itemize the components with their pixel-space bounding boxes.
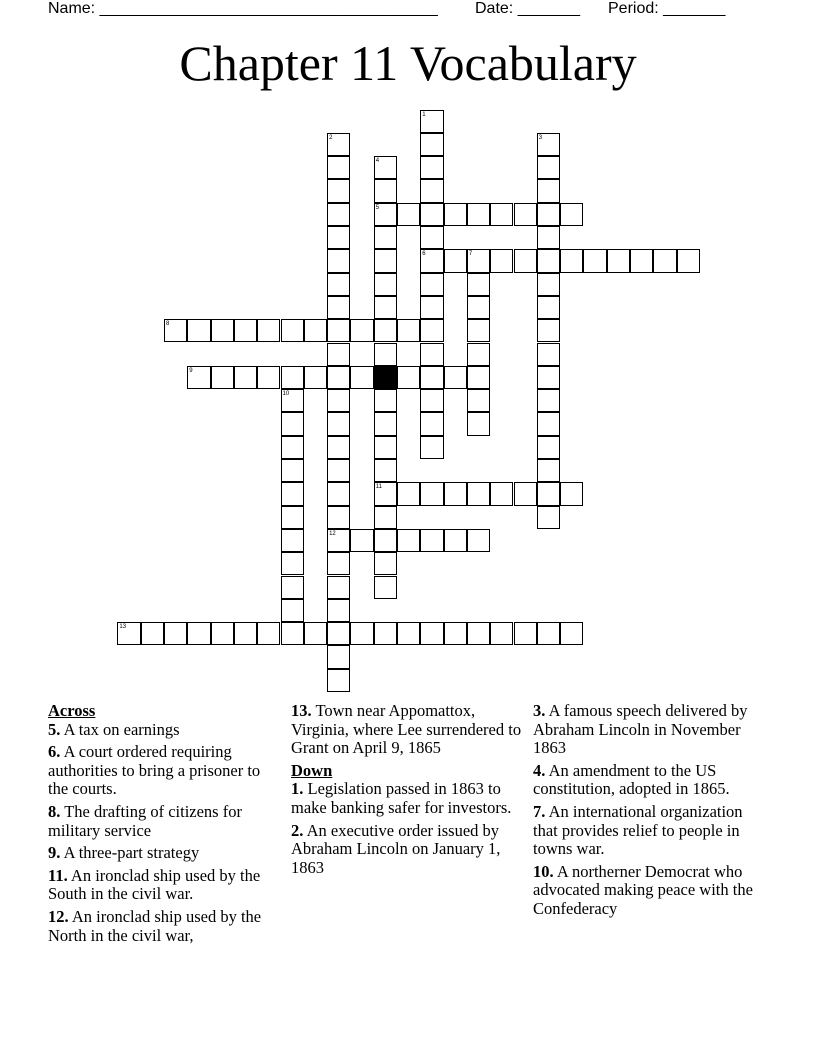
grid-cell[interactable] xyxy=(467,343,490,366)
clue-text: An international organization that provides relief to people in towns war. xyxy=(533,801,743,859)
date-field[interactable]: Date: _______ xyxy=(475,0,580,17)
grid-cell[interactable] xyxy=(467,412,490,435)
grid-cell[interactable] xyxy=(350,529,373,552)
grid-cell[interactable] xyxy=(537,436,560,459)
clue-text: The drafting of citizens for military service xyxy=(48,801,242,840)
grid-cell[interactable] xyxy=(327,343,350,366)
grid-cell[interactable] xyxy=(327,179,350,202)
grid-cell[interactable] xyxy=(211,622,234,645)
grid-cell[interactable] xyxy=(420,482,443,505)
grid-cell[interactable] xyxy=(490,482,513,505)
grid-cell[interactable] xyxy=(444,482,467,505)
grid-cell[interactable] xyxy=(187,622,210,645)
grid-cell[interactable] xyxy=(397,622,420,645)
grid-cell[interactable] xyxy=(537,296,560,319)
grid-cell[interactable] xyxy=(164,622,187,645)
clue-number: 11. xyxy=(48,865,68,885)
grid-cell[interactable] xyxy=(444,249,467,272)
grid-cell[interactable] xyxy=(281,529,304,552)
grid-cell[interactable] xyxy=(537,366,560,389)
clue-number: 6. xyxy=(48,742,61,762)
period-field[interactable]: Period: _______ xyxy=(608,0,726,17)
grid-cell[interactable] xyxy=(141,622,164,645)
grid-cell[interactable] xyxy=(537,226,560,249)
grid-cell[interactable] xyxy=(281,552,304,575)
grid-cell[interactable] xyxy=(281,506,304,529)
grid-cell[interactable] xyxy=(281,412,304,435)
grid-cell[interactable] xyxy=(304,319,327,342)
grid-cell[interactable] xyxy=(560,482,583,505)
grid-cell[interactable] xyxy=(350,366,373,389)
grid-cell[interactable] xyxy=(281,482,304,505)
clue-number-2: 2 xyxy=(329,134,333,141)
grid-cell[interactable] xyxy=(374,273,397,296)
grid-cell[interactable] xyxy=(234,622,257,645)
grid-cell[interactable] xyxy=(490,249,513,272)
clue-text: A court ordered requiring authorities to bring a prisoner to the courts. xyxy=(48,742,261,799)
grid-cell[interactable] xyxy=(630,249,653,272)
clues-column-3 xyxy=(533,702,769,923)
grid-cell[interactable] xyxy=(374,552,397,575)
clue-text: A tax on earnings xyxy=(60,719,180,739)
clue-number: 2. xyxy=(291,820,304,840)
grid-cell[interactable] xyxy=(560,203,583,226)
grid-cell[interactable] xyxy=(281,599,304,622)
grid-cell[interactable] xyxy=(327,366,350,389)
grid-cell[interactable] xyxy=(327,459,350,482)
clue-number-8: 8 xyxy=(166,321,170,328)
clue-number-9: 9 xyxy=(189,367,193,374)
grid-cell[interactable] xyxy=(607,249,630,272)
across-clue-list xyxy=(48,721,284,946)
grid-cell[interactable] xyxy=(467,529,490,552)
grid-cell[interactable] xyxy=(397,203,420,226)
grid-cell[interactable] xyxy=(327,226,350,249)
grid-cell[interactable] xyxy=(537,482,560,505)
grid-cell[interactable] xyxy=(397,482,420,505)
grid-cell[interactable] xyxy=(420,412,443,435)
clue-number: 3. xyxy=(533,701,546,720)
grid-cell[interactable] xyxy=(327,669,350,692)
down-clue xyxy=(533,702,769,758)
down-clue xyxy=(533,803,769,859)
clues-column-2 xyxy=(291,702,527,881)
grid-cell[interactable] xyxy=(467,622,490,645)
grid-cell[interactable] xyxy=(374,319,397,342)
grid-cell[interactable] xyxy=(327,273,350,296)
grid-cell[interactable] xyxy=(514,249,537,272)
grid-cell[interactable] xyxy=(420,529,443,552)
grid-cell[interactable] xyxy=(234,366,257,389)
clue-text: Legislation passed in 1863 to make banking safer for investors. xyxy=(291,779,512,817)
grid-cell[interactable] xyxy=(281,319,304,342)
grid-cell[interactable] xyxy=(374,459,397,482)
black-cell xyxy=(374,366,397,389)
grid-cell[interactable] xyxy=(374,343,397,366)
grid-cell[interactable] xyxy=(420,273,443,296)
grid-cell[interactable] xyxy=(420,179,443,202)
grid-cell[interactable] xyxy=(257,319,280,342)
grid-cell[interactable] xyxy=(374,412,397,435)
grid-cell[interactable] xyxy=(537,412,560,435)
grid-cell[interactable] xyxy=(281,459,304,482)
grid-cell[interactable] xyxy=(537,459,560,482)
grid-cell[interactable] xyxy=(327,156,350,179)
grid-cell[interactable] xyxy=(420,366,443,389)
clue-text: Town near Appomattox, Virginia, where Lee surrendered to Grant on April 9, 1865 xyxy=(291,701,522,758)
across-clue xyxy=(48,908,284,945)
down-clue-list xyxy=(291,780,527,877)
grid-cell[interactable] xyxy=(467,389,490,412)
grid-cell[interactable] xyxy=(420,203,443,226)
grid-cell[interactable] xyxy=(187,319,210,342)
grid-cell[interactable] xyxy=(374,179,397,202)
across-clue xyxy=(291,702,527,758)
clue-number-6: 6 xyxy=(422,251,426,258)
across-clue xyxy=(48,803,284,840)
grid-cell[interactable] xyxy=(327,622,350,645)
grid-cell[interactable] xyxy=(420,226,443,249)
grid-cell[interactable] xyxy=(327,389,350,412)
grid-cell[interactable] xyxy=(514,482,537,505)
grid-cell[interactable] xyxy=(467,273,490,296)
clue-number-7: 7 xyxy=(468,251,473,258)
grid-cell[interactable] xyxy=(537,389,560,412)
grid-cell[interactable] xyxy=(537,319,560,342)
grid-cell[interactable] xyxy=(374,529,397,552)
clue-number-3: 3 xyxy=(538,134,543,141)
grid-cell[interactable] xyxy=(327,552,350,575)
clue-text: An ironclad ship used by the North in the civil war, xyxy=(48,906,262,945)
grid-cell[interactable] xyxy=(257,366,280,389)
grid-cell[interactable] xyxy=(490,203,513,226)
grid-cell[interactable] xyxy=(444,203,467,226)
grid-cell[interactable] xyxy=(583,249,606,272)
down-clue-list-continued xyxy=(533,702,769,919)
clue-number-5: 5 xyxy=(375,204,380,211)
grid-cell[interactable] xyxy=(374,226,397,249)
clue-number: 8. xyxy=(48,801,61,821)
down-clue xyxy=(291,822,527,878)
clues-column-1 xyxy=(48,702,284,949)
grid-cell[interactable] xyxy=(211,319,234,342)
grid-cell[interactable] xyxy=(374,296,397,319)
grid-cell[interactable] xyxy=(537,203,560,226)
grid-cell[interactable] xyxy=(514,622,537,645)
grid-cell[interactable] xyxy=(374,436,397,459)
grid-cell[interactable] xyxy=(537,506,560,529)
clue-text: An amendment to the US constitution, adopted in 1865. xyxy=(533,760,730,799)
grid-cell[interactable] xyxy=(257,622,280,645)
grid-cell[interactable] xyxy=(444,622,467,645)
clue-number-12: 12 xyxy=(329,530,336,537)
grid-cell[interactable] xyxy=(374,622,397,645)
down-clue xyxy=(291,780,527,817)
grid-cell[interactable] xyxy=(467,366,490,389)
grid-cell[interactable] xyxy=(234,319,257,342)
grid-cell[interactable] xyxy=(327,506,350,529)
grid-cell[interactable] xyxy=(514,203,537,226)
down-clue xyxy=(533,762,769,799)
grid-cell[interactable] xyxy=(537,179,560,202)
grid-cell[interactable] xyxy=(350,319,373,342)
across-clue-list-continued xyxy=(291,702,527,758)
grid-cell[interactable] xyxy=(677,249,700,272)
grid-cell[interactable] xyxy=(537,249,560,272)
grid-cell[interactable] xyxy=(444,529,467,552)
clue-number: 9. xyxy=(48,843,61,863)
clue-number-11: 11 xyxy=(375,484,382,491)
grid-cell[interactable] xyxy=(420,133,443,156)
grid-cell[interactable] xyxy=(327,319,350,342)
grid-cell[interactable] xyxy=(327,296,350,319)
grid-cell[interactable] xyxy=(653,249,676,272)
grid-cell[interactable] xyxy=(467,482,490,505)
grid-cell[interactable] xyxy=(281,576,304,599)
grid-cell[interactable] xyxy=(327,482,350,505)
grid-cell[interactable] xyxy=(467,296,490,319)
grid-cell[interactable] xyxy=(327,645,350,668)
grid-cell[interactable] xyxy=(537,273,560,296)
grid-cell[interactable] xyxy=(537,622,560,645)
grid-cell[interactable] xyxy=(420,319,443,342)
grid-cell[interactable] xyxy=(327,436,350,459)
clue-text: A famous speech delivered by Abraham Lincoln in November 1863 xyxy=(533,701,748,758)
grid-cell[interactable] xyxy=(397,319,420,342)
name-field[interactable]: Name: ______________________________________ xyxy=(48,0,438,17)
grid-cell[interactable] xyxy=(327,249,350,272)
grid-cell[interactable] xyxy=(420,389,443,412)
grid-cell[interactable] xyxy=(397,366,420,389)
grid-cell[interactable] xyxy=(537,156,560,179)
grid-cell[interactable] xyxy=(537,343,560,366)
clue-number-4: 4 xyxy=(375,158,380,165)
grid-cell[interactable] xyxy=(327,412,350,435)
grid-cell[interactable] xyxy=(304,622,327,645)
grid-cell[interactable] xyxy=(374,576,397,599)
grid-cell[interactable] xyxy=(420,343,443,366)
grid-cell[interactable] xyxy=(327,203,350,226)
across-clue xyxy=(48,844,284,863)
across-clue xyxy=(48,743,284,799)
across-heading: Across xyxy=(48,701,96,720)
grid-cell[interactable] xyxy=(420,156,443,179)
clue-number: 7. xyxy=(533,801,546,821)
grid-cell[interactable] xyxy=(420,622,443,645)
across-clue xyxy=(48,721,284,740)
clue-number: 5. xyxy=(48,719,61,739)
clue-number: 10. xyxy=(533,861,554,881)
grid-cell[interactable] xyxy=(490,622,513,645)
grid-cell[interactable] xyxy=(281,436,304,459)
grid-cell[interactable] xyxy=(327,599,350,622)
grid-cell[interactable] xyxy=(560,622,583,645)
clue-number-13: 13 xyxy=(119,624,127,631)
page-title: Chapter 11 Vocabulary xyxy=(179,35,637,91)
clue-number: 12. xyxy=(48,906,69,926)
down-clue xyxy=(533,863,769,919)
clue-text: A three-part strategy xyxy=(60,843,200,863)
grid-cell[interactable] xyxy=(211,366,234,389)
grid-cell[interactable] xyxy=(420,436,443,459)
grid-cell[interactable] xyxy=(397,529,420,552)
grid-cell[interactable] xyxy=(560,249,583,272)
grid-cell[interactable] xyxy=(327,576,350,599)
grid-cell[interactable] xyxy=(374,389,397,412)
clue-number: 4. xyxy=(533,760,546,780)
grid-cell[interactable] xyxy=(374,506,397,529)
clue-number: 1. xyxy=(291,779,304,799)
grid-cell[interactable] xyxy=(420,296,443,319)
grid-cell[interactable] xyxy=(281,622,304,645)
grid-cell[interactable] xyxy=(374,249,397,272)
clue-number-10: 10 xyxy=(282,391,290,398)
grid-cell[interactable] xyxy=(304,366,327,389)
clue-text: An ironclad ship used by the South in the civil war. xyxy=(48,865,261,904)
clue-number-1: 1 xyxy=(422,111,426,118)
grid-cell[interactable] xyxy=(444,366,467,389)
grid-cell[interactable] xyxy=(281,366,304,389)
clue-number: 13. xyxy=(291,701,312,720)
clue-text: A northerner Democrat who advocated making peace with the Confederacy xyxy=(533,861,753,918)
down-heading: Down xyxy=(291,760,333,780)
grid-cell[interactable] xyxy=(467,203,490,226)
grid-cell[interactable] xyxy=(467,319,490,342)
grid-cell[interactable] xyxy=(350,622,373,645)
across-clue xyxy=(48,867,284,904)
clue-text: An executive order issued by Abraham Lincoln on January 1, 1863 xyxy=(291,820,501,877)
